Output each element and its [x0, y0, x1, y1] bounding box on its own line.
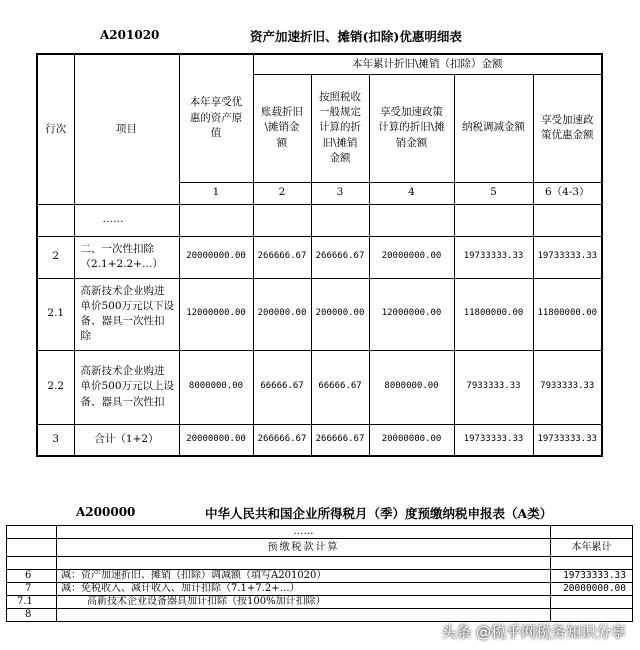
row-value: 12000000.00: [369, 278, 454, 350]
row-value: 19733333.33: [454, 424, 533, 456]
row-no: 2.1: [37, 278, 74, 350]
form1-title: 资产加速折旧、摊销(扣除)优惠明细表: [250, 29, 462, 44]
form2-title: 中华人民共和国企业所得税月（季）度预缴纳税申报表（A类）: [205, 506, 553, 521]
row-value: 266666.67: [311, 236, 369, 278]
table-row: [37, 278, 602, 350]
watermark: 头条 @税乎网税务知识分享: [441, 623, 626, 641]
row-value: 8000000.00: [179, 350, 253, 424]
row-no: 2: [37, 236, 74, 278]
row-item: 高新技术企业设备器具加计扣除（按100%加计扣除）: [57, 596, 551, 609]
row-value: 66666.67: [253, 350, 311, 424]
row-item: 高新技术企业购进单价500万元以上设备、器具一次性扣: [74, 350, 179, 424]
row-value: [551, 596, 633, 609]
header-tax-adjust: 纳税调减金额: [454, 74, 533, 182]
col-number: 3: [311, 182, 369, 204]
table-cell: [454, 204, 533, 236]
table-cell: [57, 557, 551, 570]
header-book-depr: 账载折旧\摊销金额: [253, 74, 311, 182]
row-item: 高新技术企业购进单价500万元以下设备、器具一次性扣除: [74, 278, 179, 350]
row-value: 20000000.00: [179, 236, 253, 278]
row-value: 11800000.00: [533, 278, 602, 350]
table-row: [37, 350, 602, 424]
row-value: 20000000.00: [551, 583, 633, 596]
col-number: 5: [454, 182, 533, 204]
table-cell: [37, 204, 74, 236]
table-cell: [311, 204, 369, 236]
row-no: 6: [7, 570, 57, 583]
row-no: 2.2: [37, 350, 74, 424]
row-value: 20000000.00: [369, 236, 454, 278]
header-cumulative-group: 本年累计折旧\摊销（扣除）金额: [253, 54, 602, 74]
cumulative-header: 本年累计: [551, 539, 633, 557]
row-item: 合计（1+2）: [74, 424, 179, 456]
row-no: 7: [7, 583, 57, 596]
table-row: [7, 609, 633, 622]
table-row: [37, 424, 602, 456]
row-value: 19733333.33: [533, 236, 602, 278]
form1-code: A201020: [100, 28, 160, 42]
form2-code: A200000: [76, 505, 136, 519]
table-cell: [551, 526, 633, 539]
table-cell: [179, 204, 253, 236]
row-value: 20000000.00: [179, 424, 253, 456]
row-value: 19733333.33: [551, 570, 633, 583]
table-cell: [369, 204, 454, 236]
row-value: 19733333.33: [533, 424, 602, 456]
col-number: 4: [369, 182, 454, 204]
header-accel-depr: 享受加速政策计算的折旧\摊销金额: [369, 74, 454, 182]
row-value: 266666.67: [311, 424, 369, 456]
col-number: 2: [253, 182, 311, 204]
row-value: 8000000.00: [369, 350, 454, 424]
row-value: [551, 609, 633, 622]
row-value: 7933333.33: [533, 350, 602, 424]
header-original-value: 本年享受优惠的资产原值: [179, 54, 253, 182]
table-cell: [533, 204, 602, 236]
header-accel-benefit: 享受加速政策优惠金额: [533, 74, 602, 182]
row-item: 减：免税收入、减计收入、加计扣除（7.1+7.2+…）: [57, 583, 551, 596]
table-row: [37, 236, 602, 278]
row-no: 3: [37, 424, 74, 456]
row-no: 7.1: [7, 596, 57, 609]
row-value: 266666.67: [253, 424, 311, 456]
row-no: 8: [7, 609, 57, 622]
table-row: [7, 583, 633, 596]
row-value: 19733333.33: [454, 236, 533, 278]
col-number: 6（4-3）: [533, 182, 602, 204]
table-cell: [7, 539, 57, 557]
row-value: 200000.00: [311, 278, 369, 350]
table-cell: [253, 204, 311, 236]
section-title: 预缴税款计算: [57, 539, 551, 557]
row-value: 11800000.00: [454, 278, 533, 350]
row-value: 20000000.00: [369, 424, 454, 456]
table-row: [7, 570, 633, 583]
row-item: 减：资产加速折旧、摊销（扣除）调减额（填写A201020）: [57, 570, 551, 583]
table-cell: [7, 557, 57, 570]
row-item: 二、一次性扣除（2.1+2.2+…）: [74, 236, 179, 278]
row-item: [57, 609, 551, 622]
form1-table: [36, 53, 603, 457]
row-value: 66666.67: [311, 350, 369, 424]
col-number: 1: [179, 182, 253, 204]
ellipsis-row: ……: [74, 204, 179, 236]
table-cell: [7, 526, 57, 539]
ellipsis-row: ……: [57, 526, 551, 539]
table-row: [7, 596, 633, 609]
header-general-depr: 按照税收一般规定计算的折旧\摊销金额: [311, 74, 369, 182]
table-cell: [551, 557, 633, 570]
row-value: 7933333.33: [454, 350, 533, 424]
row-value: 266666.67: [253, 236, 311, 278]
form2-table: [6, 525, 633, 622]
header-item: 项目: [74, 54, 179, 204]
header-row-no: 行次: [37, 54, 74, 204]
row-value: 200000.00: [253, 278, 311, 350]
row-value: 12000000.00: [179, 278, 253, 350]
